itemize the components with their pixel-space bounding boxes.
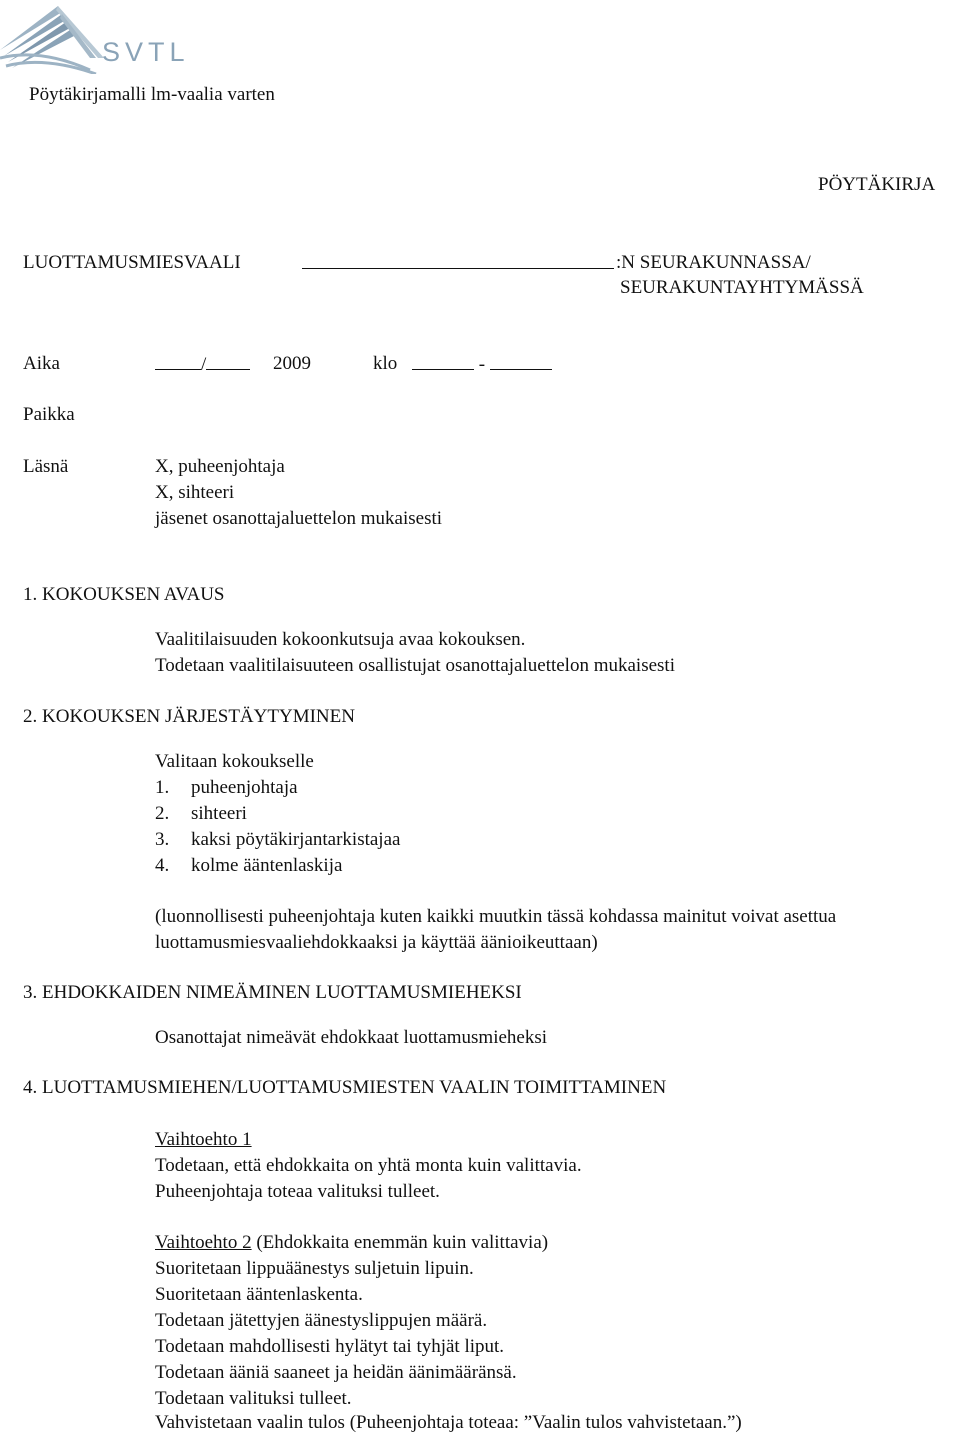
option-2-line-5: Todetaan ääniä saaneet ja heidän äänimääränsä.	[155, 1362, 517, 1383]
time-row	[155, 351, 250, 378]
option-1-line-2: Puheenjohtaja toteaa valituksi tulleet.	[155, 1181, 440, 1202]
section-2-heading: 2. KOKOUKSEN JÄRJESTÄYTYMINEN	[23, 706, 355, 727]
time-dash: -	[478, 354, 486, 375]
item-text: sihteeri	[191, 803, 247, 824]
klo-label: klo	[373, 353, 398, 374]
option-2-title-row	[155, 1230, 548, 1256]
section-1-line-1: Vaalitilaisuuden kokoonkutsuja avaa kokouksen.	[155, 629, 526, 650]
time-range-row	[412, 351, 552, 378]
item-text: kaksi pöytäkirjantarkistajaa	[191, 829, 401, 850]
section-4-heading: 4. LUOTTAMUSMIEHEN/LUOTTAMUSMIESTEN VAALIN TOIMITTAMINEN	[23, 1077, 667, 1098]
section-2-item	[155, 801, 247, 827]
option-2-line-3: Todetaan jätettyjen äänestyslippujen määrä.	[155, 1310, 488, 1331]
section-1-line-2: Todetaan vaalitilaisuuteen osallistujat osanottajaluettelon mukaisesti	[155, 655, 675, 676]
option-1-line-1: Todetaan, että ehdokkaita on yhtä monta kuin valittavia.	[155, 1155, 582, 1176]
parish-name-field[interactable]	[302, 250, 614, 277]
section-2-note-line-2: luottamusmiesvaaliehdokkaaksi ja käyttää äänioikeuttaan)	[155, 932, 598, 953]
logo-roof-icon	[0, 0, 110, 74]
date-separator: /	[201, 354, 207, 375]
section-2-item	[155, 827, 400, 853]
option-1-title: Vaihtoehto 1	[155, 1129, 252, 1150]
item-text: kolme ääntenlaskija	[191, 855, 343, 876]
section-1-heading: 1. KOKOUKSEN AVAUS	[23, 584, 225, 605]
day-blank[interactable]	[155, 351, 201, 370]
election-suffix-line1: :N SEURAKUNNASSA/	[616, 252, 811, 273]
section-3-heading: 3. EHDOKKAIDEN NIMEÄMINEN LUOTTAMUSMIEHEKSI	[23, 982, 522, 1003]
month-blank[interactable]	[206, 351, 250, 370]
option-2-line-7: Vahvistetaan vaalin tulos (Puheenjohtaja toteaa: ”Vaalin tulos vahvistetaan.”)	[155, 1412, 742, 1433]
document-subtitle: Pöytäkirjamalli lm-vaalia varten	[29, 84, 275, 105]
year: 2009	[273, 353, 311, 374]
section-2-note-line-1: (luonnollisesti puheenjohtaja kuten kaikki muutkin tässä kohdassa mainitut voivat asettua	[155, 906, 837, 927]
logo-text: SVTL	[102, 37, 190, 67]
present-line-2: X, sihteeri	[155, 482, 235, 503]
section-3-line: Osanottajat nimeävät ehdokkaat luottamusmieheksi	[155, 1027, 548, 1048]
option-2-title: Vaihtoehto 2	[155, 1232, 252, 1253]
item-number: 3.	[155, 829, 170, 850]
item-number: 2.	[155, 803, 170, 824]
start-time-blank[interactable]	[412, 351, 474, 370]
option-2-line-4: Todetaan mahdollisesti hylätyt tai tyhjät liput.	[155, 1336, 505, 1357]
svtl-logo	[0, 0, 190, 74]
item-text: puheenjohtaja	[191, 777, 298, 798]
option-2-line-2: Suoritetaan ääntenlaskenta.	[155, 1284, 363, 1305]
place-label: Paikka	[23, 404, 75, 425]
document-type: PÖYTÄKIRJA	[818, 174, 936, 195]
end-time-blank[interactable]	[490, 351, 552, 370]
election-title: LUOTTAMUSMIESVAALI	[23, 252, 241, 273]
item-number: 1.	[155, 777, 170, 798]
election-suffix-line2: SEURAKUNTAYHTYMÄSSÄ	[620, 277, 864, 298]
option-2-line-6: Todetaan valituksi tulleet.	[155, 1388, 352, 1409]
parish-name-blank[interactable]	[302, 250, 614, 269]
present-line-3: jäsenet osanottajaluettelon mukaisesti	[155, 508, 443, 529]
option-2-title-suffix: (Ehdokkaita enemmän kuin valittavia)	[251, 1232, 549, 1253]
section-2-item	[155, 853, 342, 879]
item-number: 4.	[155, 855, 170, 876]
present-line-1: X, puheenjohtaja	[155, 456, 285, 477]
section-2-intro: Valitaan kokoukselle	[155, 751, 314, 772]
present-label: Läsnä	[23, 456, 69, 477]
section-2-item	[155, 775, 298, 801]
time-label: Aika	[23, 353, 60, 374]
option-2-line-1: Suoritetaan lippuäänestys suljetuin lipuin.	[155, 1258, 474, 1279]
